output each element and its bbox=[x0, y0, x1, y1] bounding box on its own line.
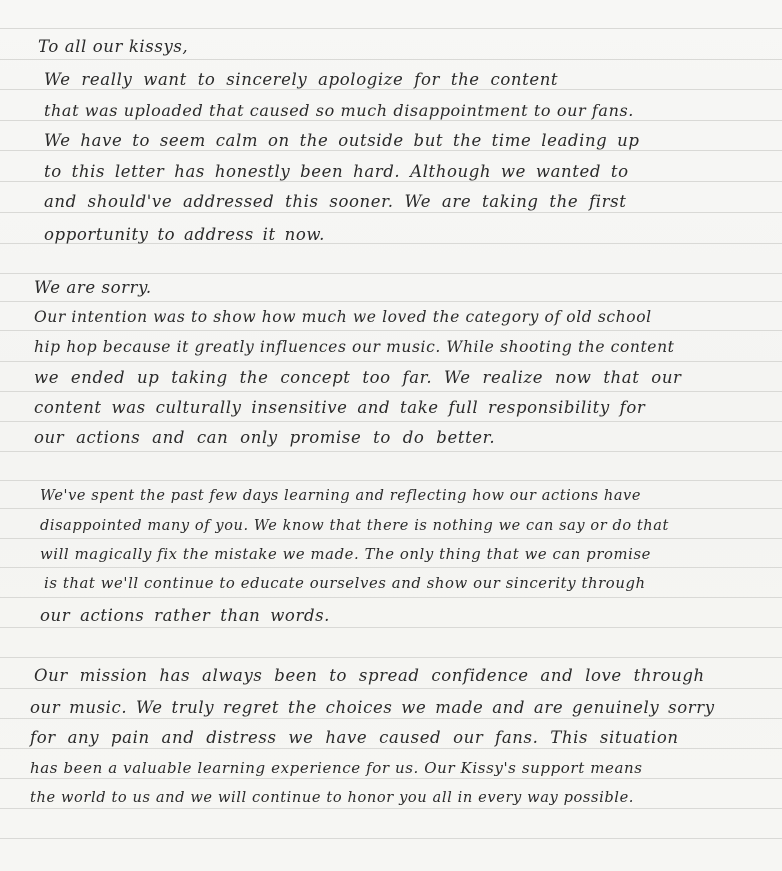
ruled-line bbox=[0, 597, 782, 598]
letter-line: the world to us and we will continue to honor you all in every way possible. bbox=[30, 789, 635, 806]
letter-line: opportunity to address it now. bbox=[44, 225, 325, 244]
letter-line: We really want to sincerely apologize for the content bbox=[44, 70, 559, 89]
ruled-line bbox=[0, 480, 782, 481]
ruled-line bbox=[0, 361, 782, 362]
letter-line: is that we'll continue to educate ourselves and show our sincerity through bbox=[44, 575, 646, 592]
ruled-line bbox=[0, 421, 782, 422]
letter-line: our music. We truly regret the choices we made and are genuinely sorry bbox=[30, 698, 715, 717]
ruled-line bbox=[0, 28, 782, 29]
ruled-line bbox=[0, 451, 782, 452]
letter-line: our actions and can only promise to do better. bbox=[34, 428, 496, 447]
letter-line: We are sorry. bbox=[34, 278, 152, 297]
letter-line: Our mission has always been to spread confidence and love through bbox=[34, 666, 705, 685]
letter-line: hip hop because it greatly influences our music. While shooting the content bbox=[34, 338, 675, 356]
letter-line: we ended up taking the concept too far. We realize now that our bbox=[34, 368, 682, 387]
letter-line: our actions rather than words. bbox=[40, 606, 331, 625]
ruled-line bbox=[0, 567, 782, 568]
letter-line: that was uploaded that caused so much disappointment to our fans. bbox=[44, 101, 634, 120]
letter-line: will magically fix the mistake we made. The only thing that we can promise bbox=[40, 546, 652, 563]
ruled-line bbox=[0, 391, 782, 392]
ruled-line bbox=[0, 808, 782, 809]
letter-line: disappointed many of you. We know that there is nothing we can say or do that bbox=[40, 518, 669, 534]
ruled-line bbox=[0, 838, 782, 839]
letter-line: has been a valuable learning experience for us. Our Kissy's support means bbox=[30, 759, 643, 777]
letter-line: Our intention was to show how much we loved the category of old school bbox=[34, 308, 652, 326]
letter-line: content was culturally insensitive and take full responsibility for bbox=[34, 398, 646, 417]
ruled-line bbox=[0, 718, 782, 719]
ruled-line bbox=[0, 273, 782, 274]
ruled-line bbox=[0, 212, 782, 213]
letter-line: We've spent the past few days learning and reflecting how our actions have bbox=[40, 488, 642, 504]
ruled-line bbox=[0, 330, 782, 331]
letter-line: to this letter has honestly been hard. Although we wanted to bbox=[44, 162, 629, 181]
ruled-line bbox=[0, 778, 782, 779]
ruled-line bbox=[0, 627, 782, 628]
letter-line: and should've addressed this sooner. We are taking the first bbox=[44, 192, 627, 211]
ruled-line bbox=[0, 748, 782, 749]
ruled-line bbox=[0, 688, 782, 689]
letter-line: for any pain and distress we have caused our fans. This situation bbox=[30, 728, 679, 747]
ruled-line bbox=[0, 59, 782, 60]
salutation: To all our kissys, bbox=[38, 37, 189, 56]
ruled-line bbox=[0, 538, 782, 539]
ruled-line bbox=[0, 301, 782, 302]
ruled-line bbox=[0, 508, 782, 509]
letter-line: We have to seem calm on the outside but the time leading up bbox=[44, 131, 640, 150]
ruled-line bbox=[0, 657, 782, 658]
